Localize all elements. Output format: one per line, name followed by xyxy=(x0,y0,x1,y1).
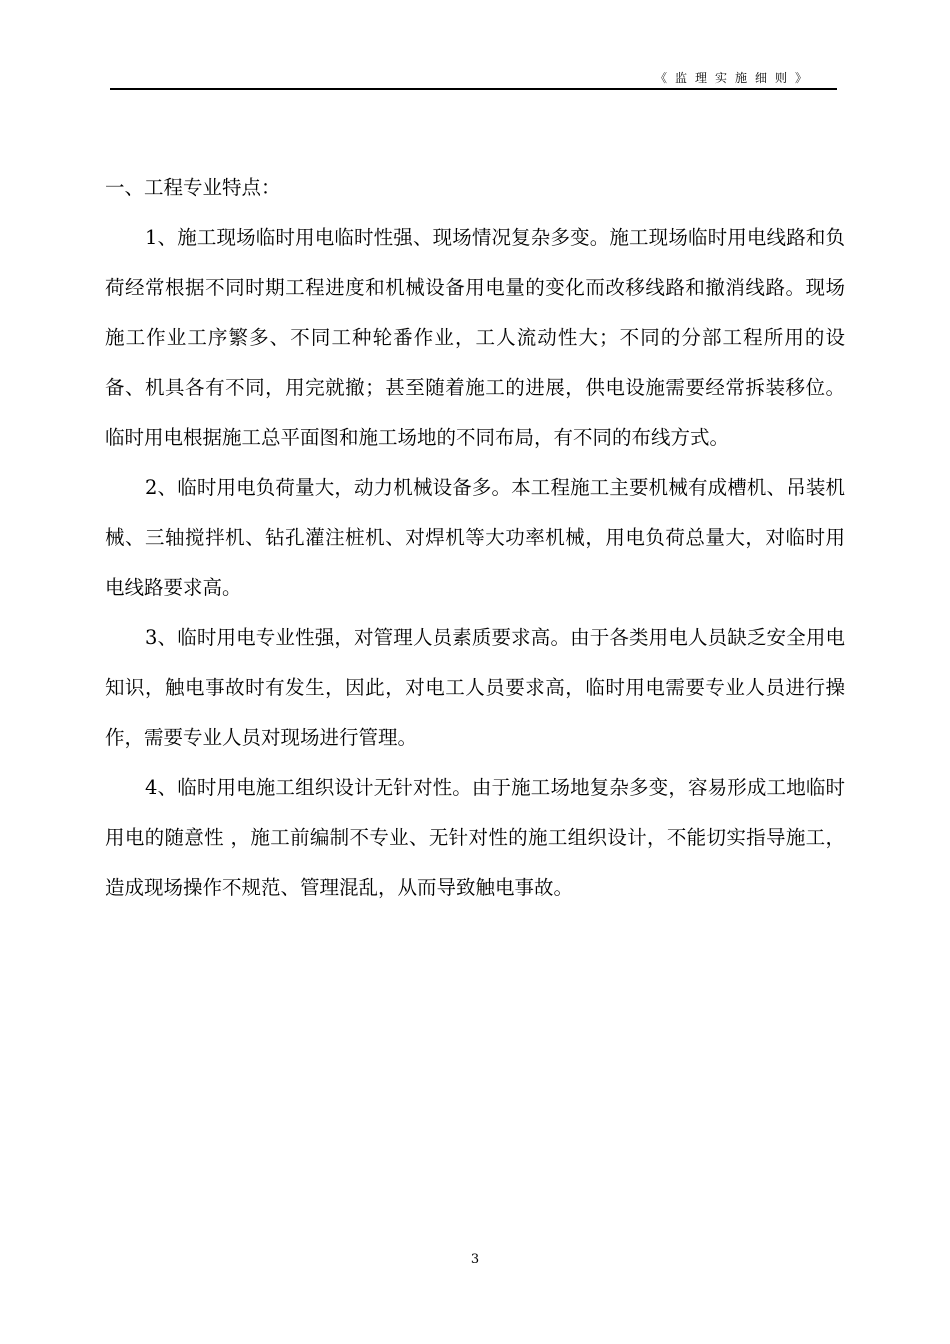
page-number: 3 xyxy=(470,1252,480,1267)
paragraph-3: 3、临时用电专业性强，对管理人员素质要求高。由于各类用电人员缺乏安全用电知识，触电事故时有发生，因此，对电工人员要求高，临时用电需要专业人员进行操作，需要专业人员对现场进行管理。 xyxy=(105,626,845,749)
paragraph-1: 1、施工现场临时用电临时性强、现场情况复杂多变。施工现场临时用电线路和负荷经常根据不同时期工程进度和机械设备用电量的变化而改移线路和撤消线路。现场施工作业工序繁多、不同工种轮番作业，工人流动性大；不同的分部工程所用的设备、机具各有不同，用完就撤；甚至随着施工的进展，供电设施需要经常拆装移位。临时用电根据施工总平面图和施工场地的不同布局，有不同的布线方式。 xyxy=(105,226,845,449)
section-content xyxy=(105,163,845,913)
paragraph-4: 4、临时用电施工组织设计无针对性。由于施工场地复杂多变，容易形成工地临时用电的随意性 ，施工前编制不专业、无针对性的施工组织设计，不能切实指导施工，造成现场操作不规范、管理混乱，从而导致触电事故。 xyxy=(105,776,845,899)
paragraph-2: 2、临时用电负荷量大，动力机械设备多。本工程施工主要机械有成槽机、吊装机械、三轴搅拌机、钻孔灌注桩机、对焊机等大功率机械，用电负荷总量大，对临时用电线路要求高。 xyxy=(105,476,845,599)
running-header-title: 《监理实施细则》 xyxy=(654,71,815,85)
running-header xyxy=(110,66,837,90)
section-heading: 一、工程专业特点： xyxy=(105,176,281,199)
